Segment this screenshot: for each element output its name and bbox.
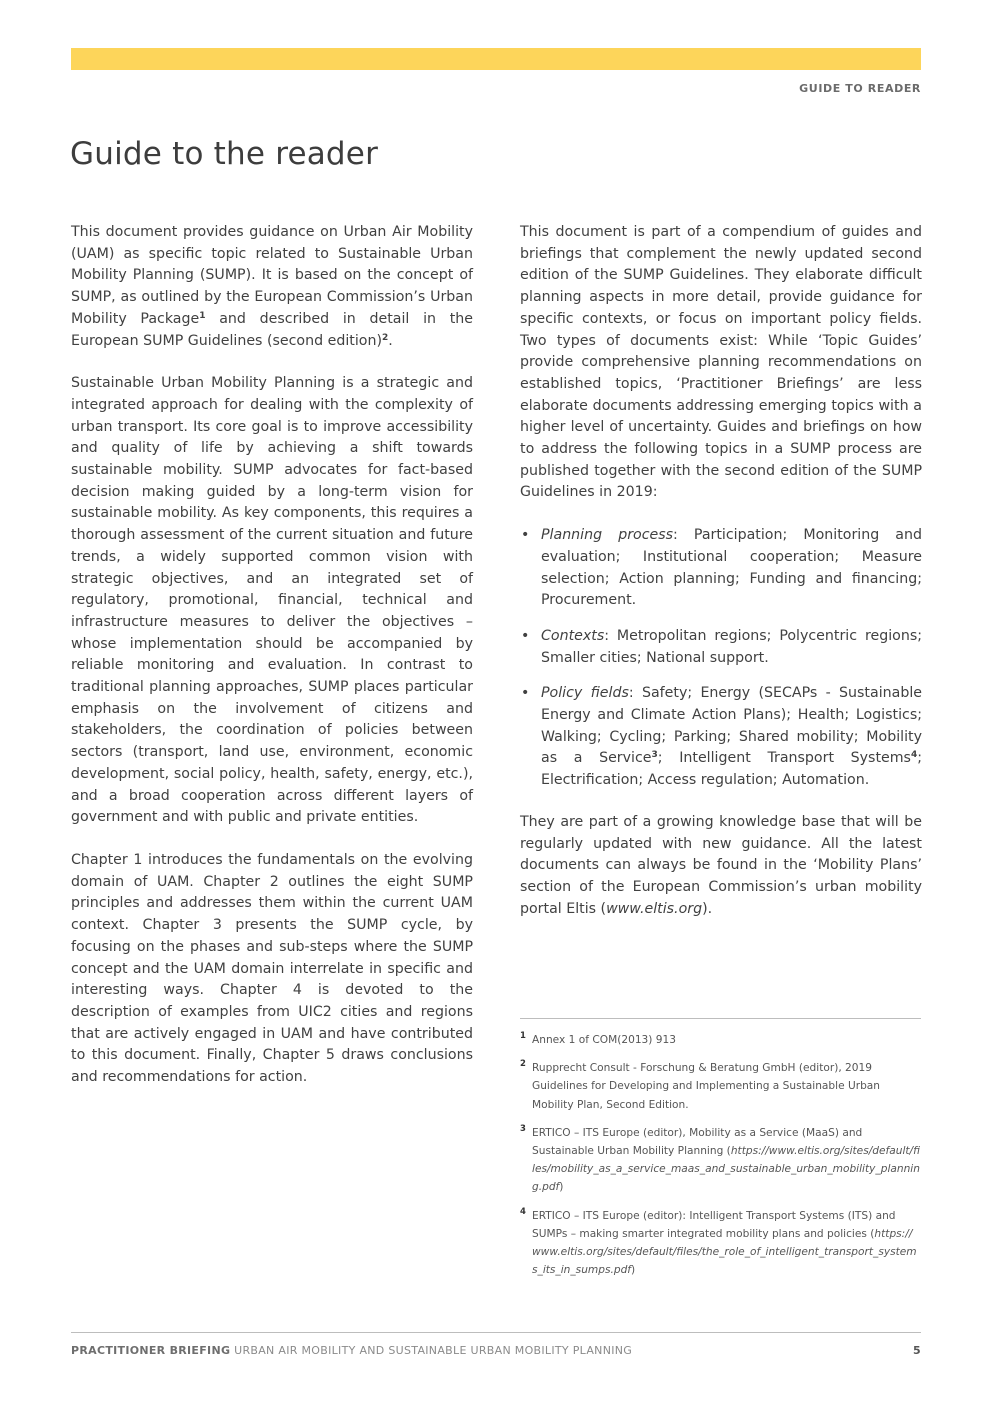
its-link[interactable]: https://www.eltis.org/sites/default/files/the_role_of_intelligent_transport_systems_its_in_sumps.pdf — [532, 1227, 917, 1277]
bullet-label-planning: Planning process — [541, 527, 674, 544]
intro-text-a: This document provides guidance on Urban Air Mobility (UAM) as specific topic related to Sustainable Urban Mobility Planning (SUMP). It is based on the concept of SUMP, as outlined by the European Commission’s Urban Mobility Package — [71, 224, 473, 327]
footnote-number: 3 — [520, 1123, 526, 1134]
bullet-icon: • — [521, 527, 530, 544]
left-column — [71, 222, 473, 1110]
eltis-link[interactable]: www.eltis.org — [606, 900, 703, 917]
knowledge-text-b: ). — [702, 900, 713, 917]
sump-paragraph: Sustainable Urban Mobility Planning is a strategic and integrated approach for dealing with the complexity of urban transport. Its core goal is to improve accessibility and quality of life by achieving a shift towards sustainable mobility. SUMP advocates for fact-based decision making guided by a long-term vision for sustainable mobility. As key components, this requires a thorough assessment of the current situation and future trends, a widely supported common vision with strategic objectives, and an integrated set of regulatory, promotional, financial, technical and infrastructure measures to deliver the objectives – whose implementation should be accompanied by reliable monitoring and evaluation. In contrast to traditional planning approaches, SUMP places particular emphasis on the involvement of citizens and stakeholders, the coordination of policies between sectors (transport, land use, environment, economic development, social policy, health, safety, energy, etc.), and a broad cooperation across different layers of government and with public and private entities. — [71, 375, 473, 826]
footnote-2 — [520, 1059, 921, 1114]
footnote-ref-2[interactable]: 2 — [381, 332, 389, 343]
bullet-label-policy: Policy fields — [541, 685, 629, 702]
page-footer — [71, 1344, 921, 1357]
intro-text-b: and described in detail in the European SUMP Guidelines (second edition) — [71, 310, 474, 349]
footnotes — [520, 1031, 921, 1289]
footnote-number: 4 — [520, 1206, 526, 1217]
section-label: GUIDE TO READER — [799, 82, 921, 95]
bullet-label-contexts: Contexts — [541, 627, 605, 644]
bullet-text-policy-a: : Safety; Energy (SECAPs - Sustainable Energy and Climate Action Plans); Health; Logistics; Walking; Cycling; Parking; Shared mobility; Mobility as a Service — [541, 685, 922, 767]
bullet-icon: • — [521, 627, 530, 644]
footnote-4 — [520, 1207, 921, 1280]
list-item — [520, 683, 922, 792]
footnote-ref-1[interactable]: 1 — [199, 310, 206, 321]
chapters-paragraph: Chapter 1 introduces the fundamentals on the evolving domain of UAM. Chapter 2 outlines the eight SUMP principles and addresses them within the current UAM context. Chapter 3 presents the SUMP cycle, by focusing on the phases and sub-steps where the SUMP concept and the UAM domain interrelate in specific and interesting ways. Chapter 4 is devoted to the description of examples from UIC2 cities and regions that are actively engaged in UAM and have contributed to this document. Finally, Chapter 5 draws conclusions and recommendations for action. — [71, 851, 473, 1086]
bullet-text-contexts: : Metropolitan regions; Polycentric regions; Smaller cities; National support. — [541, 627, 922, 666]
footnote-divider — [520, 1018, 921, 1019]
list-item — [520, 626, 922, 669]
compendium-paragraph: This document is part of a compendium of guides and briefings that complement the newly updated second edition of the SUMP Guidelines. They elaborate difficult planning aspects in more detail, provide guidance for specific contexts, or focus on important policy fields. Two types of documents exist: While ‘Topic Guides’ provide comprehensive planning recommendations on established topics, ‘Practitioner Briefings’ are less elaborate documents addressing emerging topics with a higher level of uncertainty. Guides and briefings on how to address the following topics in a SUMP process are published together with the second edition of the SUMP Guidelines in 2019: — [520, 224, 922, 501]
footnote-ref-4[interactable]: 4 — [910, 750, 918, 761]
bullet-text-planning: : Participation; Monitoring and evaluation; Institutional cooperation; Measure selection; Action planning; Funding and financing; Procurement. — [541, 527, 922, 609]
footnote-text: ERTICO – ITS Europe (editor), Mobility as a Service (MaaS) and Sustainable Urban Mobility Planning ( — [532, 1126, 863, 1158]
footer-series: PRACTITIONER BRIEFING — [71, 1344, 231, 1357]
footnote-ref-3[interactable]: 3 — [651, 750, 658, 761]
footer-divider — [71, 1332, 921, 1333]
bullet-text-policy-b: ; Intelligent Transport Systems — [657, 750, 911, 767]
right-column — [520, 222, 922, 941]
footnote-3 — [520, 1124, 921, 1197]
knowledge-paragraph — [520, 812, 922, 921]
page-title: Guide to the reader — [70, 136, 379, 172]
maas-link[interactable]: https://www.eltis.org/sites/default/files/mobility_as_a_service_maas_and_sustainable_urban_mobility_planning.pdf — [532, 1145, 920, 1194]
footnote-text-end: ) — [631, 1264, 636, 1277]
topics-list — [520, 525, 922, 792]
footnote-text: Annex 1 of COM(2013) 913 — [532, 1034, 677, 1046]
page-number: 5 — [913, 1344, 921, 1357]
intro-paragraph — [71, 222, 473, 352]
list-item — [520, 525, 922, 612]
footnote-number: 2 — [520, 1059, 526, 1070]
top-accent-bar — [71, 48, 921, 70]
footnote-text: ERTICO – ITS Europe (editor): Intelligent Transport Systems (ITS) and SUMPs – making smarter integrated mobility plans and policies ( — [532, 1209, 896, 1240]
bullet-icon: • — [521, 685, 530, 702]
footer-title: URBAN AIR MOBILITY AND SUSTAINABLE URBAN MOBILITY PLANNING — [230, 1344, 633, 1357]
footnote-1 — [520, 1031, 921, 1049]
footnote-text: Rupprecht Consult - Forschung & Beratung GmbH (editor), 2019 Guidelines for Developing and Implementing a Sustainable Urban Mobility Plan, Second Edition. — [532, 1062, 880, 1111]
footnote-text-end: ) — [559, 1181, 564, 1194]
intro-text-c: . — [388, 332, 393, 349]
bullet-text-policy-c: ; Electrification; Access regulation; Automation. — [541, 750, 922, 789]
footnote-number: 1 — [520, 1031, 526, 1041]
knowledge-text-a: They are part of a growing knowledge base that will be regularly updated with new guidance. All the latest documents can always be found in the ‘Mobility Plans’ section of the European Commission’s urban mobility portal Eltis ( — [520, 813, 922, 917]
